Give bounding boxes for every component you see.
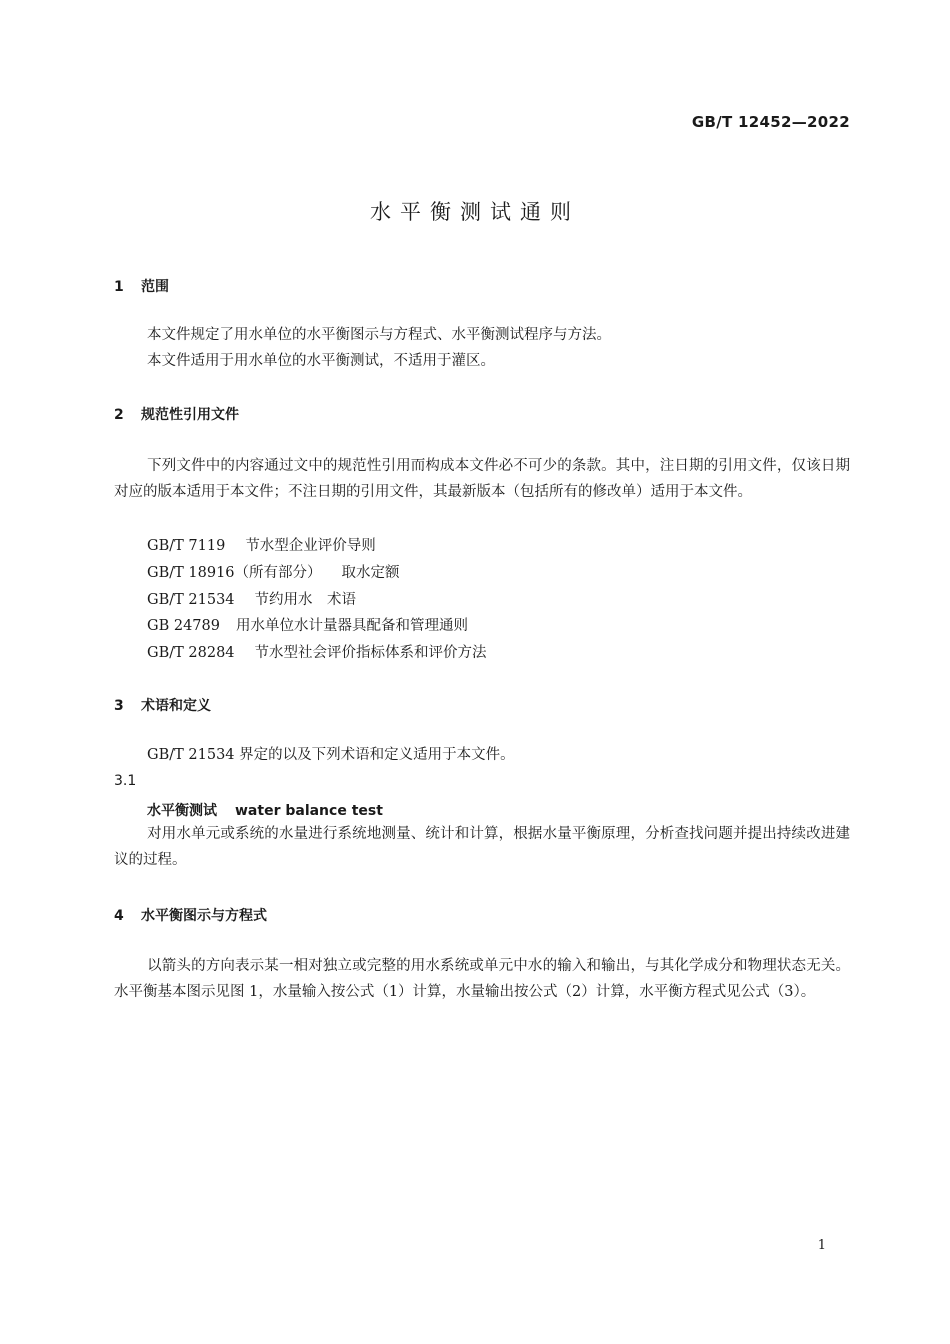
section-2-paragraph-1 <box>114 453 850 505</box>
section-3-paragraph-1 <box>114 742 850 768</box>
reference-item <box>147 641 487 662</box>
paragraph-text: 本文件适用于用水单位的水平衡测试，不适用于灌区。 <box>147 353 495 369</box>
term-number: 3.1 <box>114 773 137 789</box>
term-entry <box>147 800 383 820</box>
section-1-paragraph-2 <box>114 348 850 374</box>
reference-code: GB/T 21534 <box>147 592 235 608</box>
reference-item <box>147 534 376 555</box>
section-title: 水平衡图示与方程式 <box>141 908 267 924</box>
section-title: 规范性引用文件 <box>141 407 239 423</box>
section-3-heading <box>114 695 211 715</box>
reference-item <box>147 561 400 582</box>
section-2-heading <box>114 404 239 424</box>
section-4-heading <box>114 905 267 925</box>
reference-code: GB/T 7119 <box>147 538 226 554</box>
term-definition <box>114 821 850 873</box>
reference-code: GB 24789 <box>147 618 220 634</box>
paragraph-text: 对用水单元或系统的水量进行系统地测量、统计和计算，根据水量平衡原理，分析查找问题并提出持续改进建议的过程。 <box>114 826 850 868</box>
paragraph-text: 下列文件中的内容通过文中的规范性引用而构成本文件必不可少的条款。其中，注日期的引用文件，仅该日期对应的版本适用于本文件；不注日期的引用文件，其最新版本（包括所有的修改单）适用于本文件。 <box>114 458 850 500</box>
reference-title: 节水型社会评价指标体系和评价方法 <box>254 645 487 661</box>
reference-title: 取水定额 <box>341 565 400 581</box>
reference-item <box>147 588 356 609</box>
term-name-en: water balance test <box>235 803 383 819</box>
document-title: 水平衡测试通则 <box>370 200 580 224</box>
term-name-cn: 水平衡测试 <box>147 803 217 819</box>
section-number: 4 <box>114 908 124 924</box>
section-1-heading <box>114 276 169 296</box>
paragraph-text: 以箭头的方向表示某一相对独立或完整的用水系统或单元中水的输入和输出，与其化学成分和物理状态无关。水平衡基本图示见图 1，水量输入按公式（1）计算，水量输出按公式（2）计算，水平衡方程式见公式（3）。 <box>114 958 850 1000</box>
section-number: 2 <box>114 407 124 423</box>
reference-code: GB/T 28284 <box>147 645 235 661</box>
section-number: 3 <box>114 698 124 714</box>
section-number: 1 <box>114 279 124 295</box>
page-number: 1 <box>817 1238 826 1253</box>
section-title: 范围 <box>141 279 169 295</box>
standard-number: GB/T 12452—2022 <box>691 113 850 131</box>
reference-code: GB/T 18916（所有部分） <box>147 565 322 581</box>
reference-title: 节约用水 术语 <box>254 592 357 608</box>
reference-title: 用水单位水计量器具配备和管理通则 <box>235 618 468 634</box>
reference-item <box>147 614 468 635</box>
section-4-paragraph-1 <box>114 953 850 1005</box>
section-1-paragraph-1 <box>114 322 850 348</box>
paragraph-text: GB/T 21534 界定的以及下列术语和定义适用于本文件。 <box>147 747 515 763</box>
reference-title: 节水型企业评价导则 <box>245 538 376 554</box>
paragraph-text: 本文件规定了用水单位的水平衡图示与方程式、水平衡测试程序与方法。 <box>147 327 611 343</box>
section-title: 术语和定义 <box>141 698 211 714</box>
